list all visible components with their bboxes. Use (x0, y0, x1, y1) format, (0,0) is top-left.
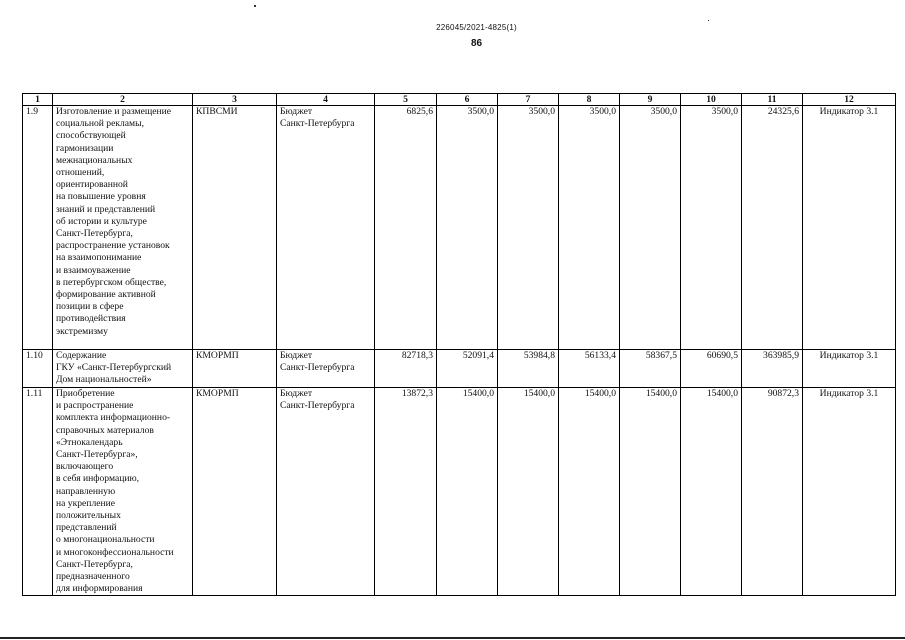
activity-name-line: «Этнокалендарь (56, 436, 123, 448)
activity-name-line: для информирования (56, 583, 143, 595)
funding-source-line: Санкт-Петербурга (280, 362, 355, 374)
activity-name-line: Приобретение (56, 388, 115, 399)
funding-source-line: Бюджет (280, 350, 313, 361)
activity-name-line: Санкт-Петербурга, (56, 558, 133, 570)
value-cell: 60690,5 (681, 350, 742, 388)
scan-speck (254, 5, 256, 7)
activity-name-line: включающего (56, 461, 114, 473)
column-header: 6 (437, 94, 498, 106)
value-cell: 15400,0 (498, 388, 559, 596)
funding-source-line: Бюджет (280, 388, 313, 399)
activity-name-line: об истории и культуре (56, 215, 147, 227)
activity-name-line: предназначенного (56, 571, 130, 583)
activity-name-line: знаний и представлений (56, 203, 156, 215)
funding-source (277, 350, 375, 388)
funding-source (277, 388, 375, 596)
row-number: 1.11 (23, 388, 53, 596)
column-header: 12 (803, 94, 896, 106)
activity-name-line: отношений, (56, 167, 105, 179)
funding-source (277, 106, 375, 350)
activity-name-line: Изготовление и размещение (56, 106, 172, 117)
activity-name-line: комплекта информационно- (56, 412, 171, 424)
value-cell: 6825,6 (375, 106, 437, 350)
value-cell: 3500,0 (681, 106, 742, 350)
column-header: 7 (498, 94, 559, 106)
value-cell: 3500,0 (559, 106, 620, 350)
activity-name-line: направленную (56, 485, 116, 497)
activity-name-line: экстремизму (56, 325, 108, 337)
activity-name-line: Санкт-Петербурга, (56, 228, 133, 240)
value-cell: 82718,3 (375, 350, 437, 388)
activity-name-line: формирование активной (56, 289, 156, 301)
value-cell: 3500,0 (620, 106, 681, 350)
funding-source-line: Санкт-Петербурга (280, 400, 355, 412)
table-row (23, 350, 896, 388)
activity-name-line: о многонациональности (56, 534, 155, 546)
value-cell: 53984,8 (498, 350, 559, 388)
activity-name-line: справочных материалов (56, 424, 154, 436)
funding-source-line: Бюджет (280, 106, 313, 117)
column-header: 1 (23, 94, 53, 106)
column-header: 8 (559, 94, 620, 106)
value-cell: 56133,4 (559, 350, 620, 388)
table-header-row (23, 94, 896, 106)
column-header: 4 (277, 94, 375, 106)
activity-name-line: Санкт-Петербурга», (56, 449, 138, 461)
activity-name-line: положительных (56, 510, 121, 522)
value-cell: 13872,3 (375, 388, 437, 596)
column-header: 11 (742, 94, 803, 106)
activity-name-line: распространение установок (56, 240, 170, 252)
scan-speck (708, 20, 709, 21)
indicator: Индикатор 3.1 (803, 350, 896, 388)
row-number: 1.9 (23, 106, 53, 350)
page-number: 86 (470, 38, 483, 49)
activity-name-line: противодействия (56, 313, 126, 325)
column-header: 3 (193, 94, 277, 106)
total-cell: 24325,6 (742, 106, 803, 350)
activity-name-line: ориентированной (56, 179, 128, 191)
activity-name-line: способствующей (56, 130, 126, 142)
activity-name-line: на укрепление (56, 497, 116, 509)
table-row (23, 388, 896, 596)
column-header: 9 (620, 94, 681, 106)
row-number: 1.10 (23, 350, 53, 388)
activity-name (53, 350, 193, 388)
activity-name-line: и многоконфессиональности (56, 546, 174, 558)
activity-name (53, 388, 193, 596)
activity-name-line: Содержание (56, 350, 107, 361)
value-cell: 52091,4 (437, 350, 498, 388)
activity-name-line: межнациональных (56, 154, 133, 166)
activity-name (53, 106, 193, 350)
column-header: 5 (375, 94, 437, 106)
value-cell: 3500,0 (498, 106, 559, 350)
scan-edge-line (0, 637, 905, 639)
total-cell: 90872,3 (742, 388, 803, 596)
activity-name-line: позиции в сфере (56, 301, 124, 313)
value-cell: 15400,0 (620, 388, 681, 596)
column-header: 2 (53, 94, 193, 106)
activity-name-line: в петербургском обществе, (56, 276, 167, 288)
value-cell: 15400,0 (559, 388, 620, 596)
executor: КМОРМП (193, 350, 277, 388)
value-cell: 15400,0 (681, 388, 742, 596)
activity-name-line: гармонизации (56, 142, 114, 154)
activity-name-line: на повышение уровня (56, 191, 146, 203)
activity-name-line: на взаимопонимание (56, 252, 142, 264)
column-header: 10 (681, 94, 742, 106)
value-cell: 3500,0 (437, 106, 498, 350)
executor: КПВСМИ (193, 106, 277, 350)
value-cell: 15400,0 (437, 388, 498, 596)
activity-name-line: в себя информацию, (56, 473, 140, 485)
activity-name-line: и взаимоуважение (56, 264, 131, 276)
activity-name-line: и распространение (56, 400, 134, 412)
value-cell: 58367,5 (620, 350, 681, 388)
table-row (23, 106, 896, 350)
activity-name-line: представлений (56, 522, 117, 534)
activity-name-line: социальной рекламы, (56, 118, 144, 130)
indicator: Индикатор 3.1 (803, 388, 896, 596)
funding-source-line: Санкт-Петербурга (280, 118, 355, 130)
total-cell: 363985,9 (742, 350, 803, 388)
executor: КМОРМП (193, 388, 277, 596)
document-id: 226045/2021-4825(1) (436, 23, 517, 32)
activity-name-line: ГКУ «Санкт-Петербургский (56, 362, 172, 374)
indicator: Индикатор 3.1 (803, 106, 896, 350)
activity-name-line: Дом национальностей» (56, 374, 152, 386)
budget-table (22, 93, 896, 596)
